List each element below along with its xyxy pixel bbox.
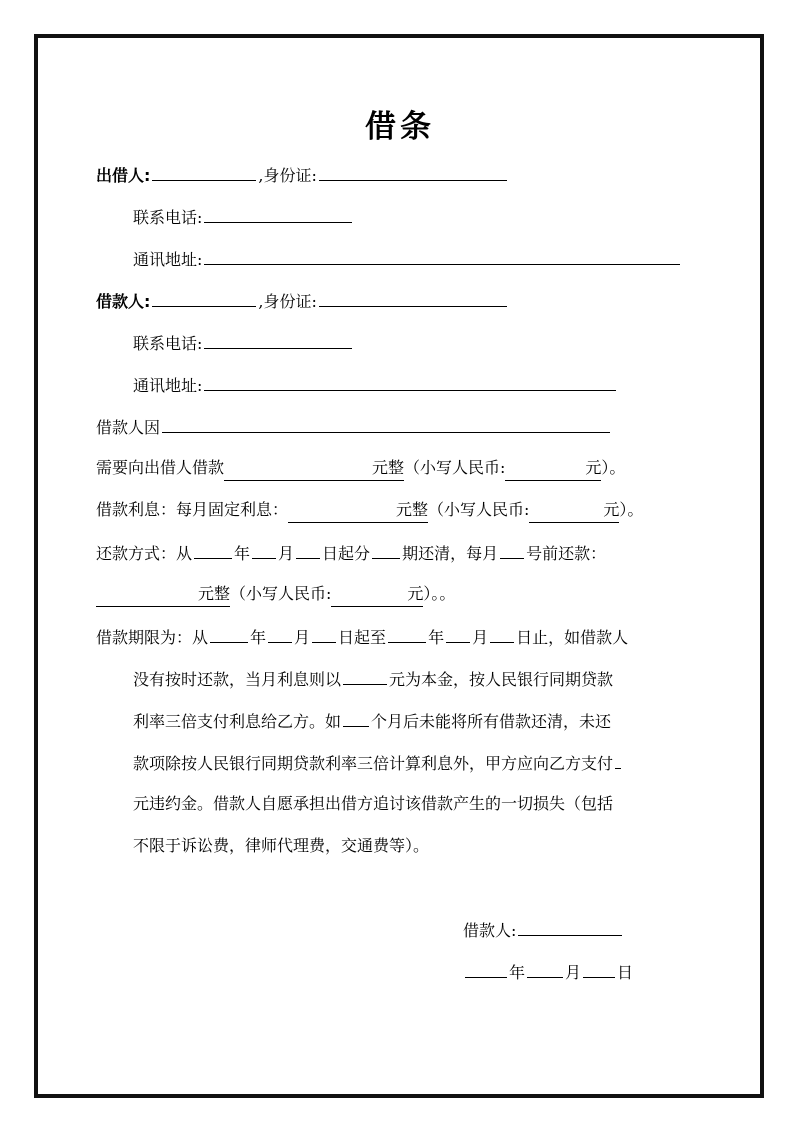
repayment-small-prefix: （小写人民币:: [230, 584, 332, 603]
borrower-phone-row: [133, 330, 354, 354]
term-line-3: [133, 708, 611, 732]
amount-prefix: 需要向出借人借款: [96, 458, 225, 477]
borrower-name-field[interactable]: [152, 288, 256, 307]
term-line-4-text: 款项除按人民银行同期贷款利率三倍计算利息外，甲方应向乙方支付: [133, 754, 614, 773]
lender-address-field[interactable]: [204, 246, 680, 265]
lender-address-row: [133, 246, 682, 270]
repayment-before-label: 号前还款：: [526, 544, 607, 563]
borrower-row: [96, 288, 509, 312]
signature-day-label: 日: [617, 963, 634, 982]
repayment-small-field[interactable]: [331, 582, 423, 607]
repayment-amount-field[interactable]: [96, 582, 230, 607]
amount-small-unit: 元: [585, 458, 602, 477]
lender-name-field[interactable]: [152, 162, 256, 181]
lender-id-field[interactable]: [319, 162, 507, 181]
repayment-unit: 元整: [197, 584, 230, 603]
term-line-2: [133, 666, 613, 690]
interest-suffix: ）。: [619, 500, 644, 519]
borrower-address-row: [133, 372, 618, 396]
repayment-periods-field[interactable]: [372, 540, 400, 559]
interest-small-prefix: （小写人民币:: [428, 500, 530, 519]
lender-phone-row: [133, 204, 354, 228]
term-end-year-field[interactable]: [388, 624, 426, 643]
reason-row: [96, 414, 612, 438]
signature-borrower-field[interactable]: [518, 917, 622, 936]
term-start-day-field[interactable]: [312, 624, 336, 643]
reason-field[interactable]: [162, 414, 610, 433]
signature-year-label: 年: [509, 963, 526, 982]
term-line-4: [133, 750, 623, 774]
term-start-month-label: 月: [294, 628, 311, 647]
lender-phone-field[interactable]: [204, 204, 352, 223]
term-end-day-label: 日止，如借款人: [516, 628, 629, 647]
repayment-month-label: 月: [278, 544, 295, 563]
term-penalty-field[interactable]: [615, 750, 621, 769]
amount-row: [96, 456, 625, 480]
repayment-small-unit: 元: [407, 584, 424, 603]
repayment-date-field[interactable]: [500, 540, 524, 559]
amount-small-prefix: （小写人民币:: [404, 458, 506, 477]
term-prefix: 借款期限为：从: [96, 628, 209, 647]
interest-small-unit: 元: [603, 500, 620, 519]
signature-month-field[interactable]: [527, 959, 563, 978]
term-row: [96, 624, 628, 648]
borrower-address-label: 通讯地址:: [133, 376, 203, 395]
term-end-month-label: 月: [472, 628, 489, 647]
lender-row: [96, 162, 509, 186]
repayment-month-field[interactable]: [252, 540, 276, 559]
term-end-month-field[interactable]: [446, 624, 470, 643]
interest-row: [96, 498, 643, 522]
interest-field[interactable]: [288, 498, 428, 523]
interest-prefix: 借款利息：每月固定利息：: [96, 500, 289, 519]
borrower-phone-label: 联系电话:: [133, 334, 203, 353]
term-line-3b: 个月后未能将所有借款还清，未还: [371, 712, 612, 731]
signature-date-row: [463, 959, 633, 983]
signature-borrower-label: 借款人:: [463, 921, 517, 940]
repayment-amount-row: [96, 582, 455, 606]
lender-phone-label: 联系电话:: [133, 208, 203, 227]
repayment-day-field[interactable]: [296, 540, 320, 559]
repayment-prefix: 还款方式：从: [96, 544, 193, 563]
borrower-address-field[interactable]: [204, 372, 616, 391]
term-principal-field[interactable]: [343, 666, 387, 685]
repayment-year-label: 年: [234, 544, 251, 563]
document-title: 借条: [365, 109, 435, 145]
amount-unit: 元整: [372, 458, 405, 477]
lender-id-label: ,身份证:: [258, 166, 317, 185]
term-start-month-field[interactable]: [268, 624, 292, 643]
borrower-phone-field[interactable]: [204, 330, 352, 349]
lender-label: 出借人:: [96, 166, 151, 185]
term-line-6: 不限于诉讼费，律师代理费，交通费等）。: [133, 836, 430, 855]
term-line-2a: 没有按时还款，当月利息则以: [133, 670, 342, 689]
term-line-3a: 利率三倍支付利息给乙方。如: [133, 712, 342, 731]
amount-field[interactable]: [224, 456, 404, 481]
term-start-year-field[interactable]: [210, 624, 248, 643]
term-line-5: 元违约金。借款人自愿承担出借方追讨该借款产生的一切损失（包括: [133, 794, 614, 813]
amount-suffix: ）。: [601, 458, 626, 477]
borrower-id-field[interactable]: [319, 288, 507, 307]
repayment-periods-label: 期还清，每月: [402, 544, 499, 563]
page-border: [34, 34, 764, 1098]
interest-small-field[interactable]: [529, 498, 619, 523]
term-line-2b: 元为本金，按人民银行同期贷款: [389, 670, 614, 689]
reason-label: 借款人因: [96, 418, 161, 437]
term-start-year-label: 年: [250, 628, 267, 647]
repayment-day-label: 日起分: [322, 544, 371, 563]
borrower-label: 借款人:: [96, 292, 151, 311]
term-months-field[interactable]: [343, 708, 369, 727]
borrower-id-label: ,身份证:: [258, 292, 317, 311]
term-end-day-field[interactable]: [490, 624, 514, 643]
repayment-suffix: ）。。: [423, 584, 456, 603]
signature-row: [463, 917, 624, 941]
signature-day-field[interactable]: [583, 959, 615, 978]
lender-address-label: 通讯地址:: [133, 250, 203, 269]
amount-small-field[interactable]: [505, 456, 601, 481]
signature-month-label: 月: [565, 963, 582, 982]
repayment-year-field[interactable]: [194, 540, 232, 559]
term-end-year-label: 年: [428, 628, 445, 647]
term-from-day-label: 日起至: [338, 628, 387, 647]
signature-year-field[interactable]: [465, 959, 507, 978]
interest-unit: 元整: [396, 500, 429, 519]
repayment-row: [96, 540, 606, 564]
